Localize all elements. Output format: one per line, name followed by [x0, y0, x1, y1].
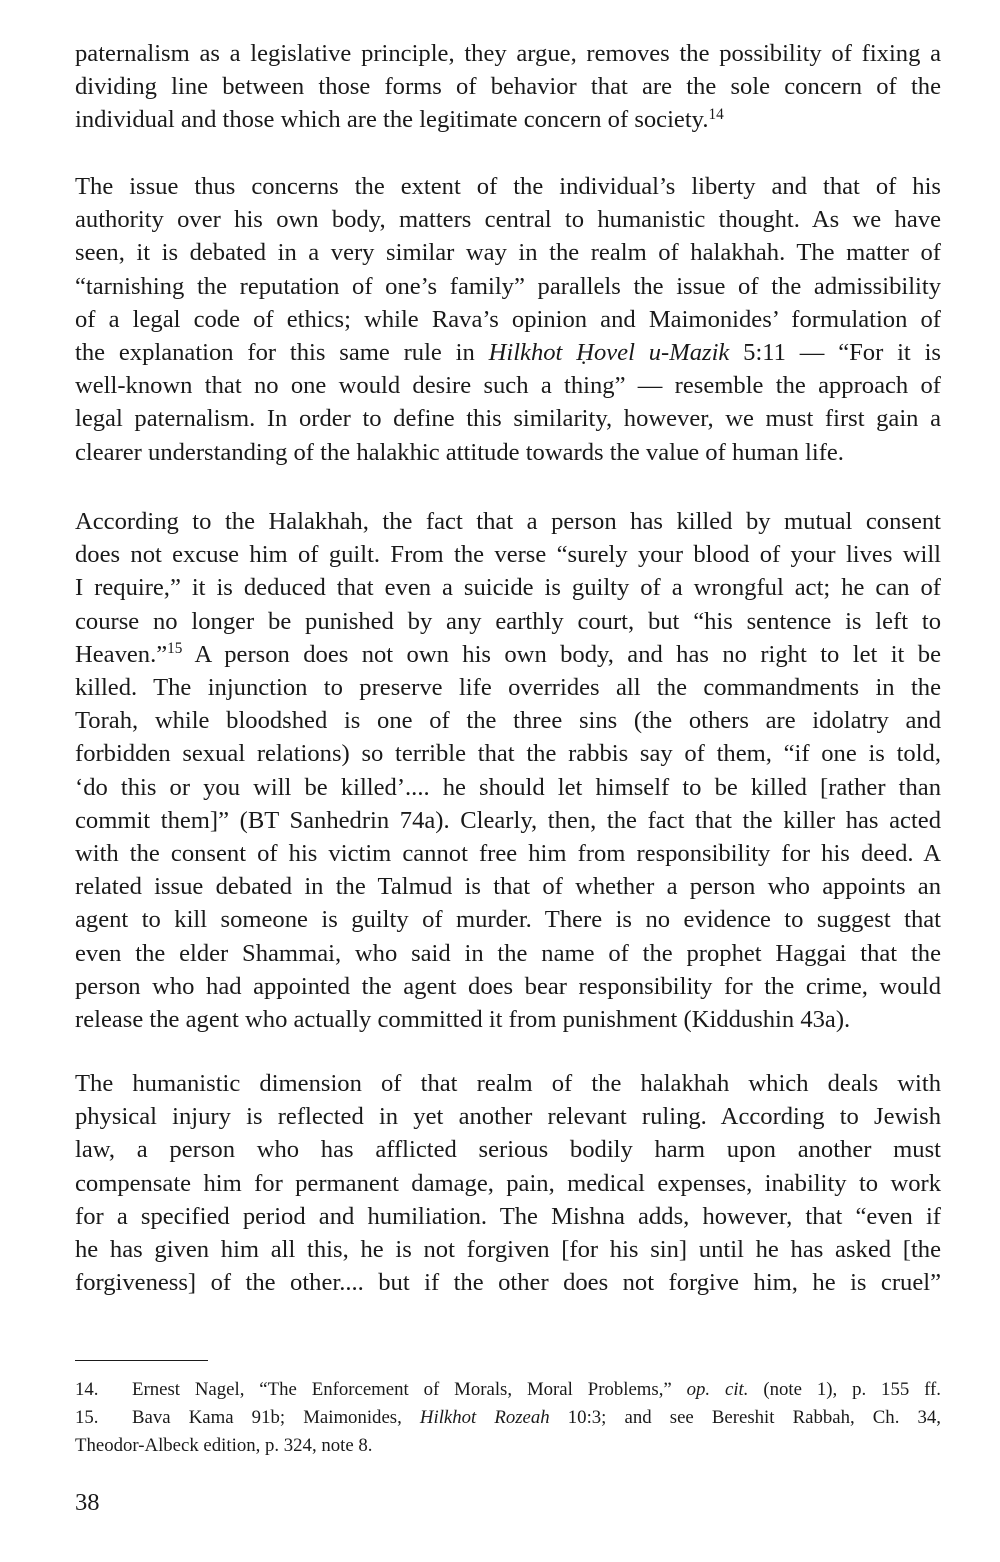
text-line: According to the Halakhah, the fact that a person has killed by mutual consent: [75, 508, 941, 535]
text-line: The humanistic dimension of that realm of the halakhah which deals with: [75, 1070, 941, 1097]
italic-title: Hilkhot Ḥovel u-Mazik: [488, 339, 730, 367]
text-line: Theodor-Albeck edition, p. 324, note 8.: [75, 1435, 373, 1456]
text-line: clearer understanding of the halakhic attitude towards the value of human life.: [75, 438, 844, 466]
text-line: course no longer be punished by any earthly court, but “his sentence is left to: [75, 607, 941, 635]
text-line: seen, it is debated in a very similar way in the realm of halakhah. The matter of: [75, 239, 941, 267]
text-line: with the consent of his victim cannot free him from responsibility for his deed. A: [75, 840, 941, 868]
text-line: paternalism as a legislative principle, they argue, removes the possibility of fixing a: [75, 40, 941, 67]
text-line: compensate him for permanent damage, pain, medical expenses, inability to work: [75, 1169, 941, 1197]
text-segment: 10:3; and see Bereshit Rabbah, Ch. 34,: [549, 1407, 941, 1428]
text-segment: Bava Kama 91b; Maimonides,: [132, 1407, 420, 1428]
text-segment: Heaven.”: [75, 640, 168, 668]
text-line: I require,” it is deduced that even a suicide is guilty of a wrongful act; he can of: [75, 574, 941, 602]
text-segment: A person does not own his own body, and has no right to let it be: [182, 640, 941, 668]
text-line: person who had appointed the agent does bear responsibility for the crime, would: [75, 972, 941, 1000]
text-line: [75, 103, 941, 136]
text-line: he has given him all this, he is not forgiven [for his sin] until he has asked [the: [75, 1236, 941, 1264]
text-line: for a specified period and humiliation. The Mishna adds, however, that “even if: [75, 1202, 941, 1230]
paragraph-humanistic: [75, 1067, 941, 1299]
footnote-separator: [75, 1360, 208, 1361]
text-line: forbidden sexual relations) so terrible that the rabbis say of them, “if one is told,: [75, 740, 941, 768]
text-line: [75, 1404, 941, 1432]
text-line: “tarnishing the reputation of one’s family” parallels the issue of the admissibility: [75, 272, 941, 300]
text-line: [75, 336, 941, 369]
text-line: commit them]” (BT Sanhedrin 74a). Clearly, then, the fact that the killer has acted: [75, 806, 941, 834]
text-line: The issue thus concerns the extent of the individual’s liberty and that of his: [75, 173, 941, 200]
text-line: killed. The injunction to preserve life overrides all the commandments in the: [75, 674, 941, 702]
page-number: 38: [75, 1489, 100, 1516]
text-line: dividing line between those forms of behavior that are the sole concern of the: [75, 73, 941, 101]
text-line: ‘do this or you will be killed’.... he should let himself to be killed [rather than: [75, 773, 941, 801]
text-segment: 5:11 — “For it is: [729, 339, 941, 367]
text-segment: the explanation for this same rule in: [75, 339, 489, 367]
text-line: related issue debated in the Talmud is that of whether a person who appoints an: [75, 873, 941, 901]
text-line: authority over his own body, matters central to humanistic thought. As we have: [75, 206, 941, 234]
text-line: release the agent who actually committed it from punishment (Kiddushin 43a).: [75, 1006, 851, 1034]
footnote-number: 14.: [75, 1379, 99, 1400]
text-line: forgiveness] of the other.... but if the other does not forgive him, he is cruel”: [75, 1269, 941, 1297]
footnote-number: 15.: [75, 1407, 99, 1428]
paragraph-halakhah: [75, 505, 941, 1036]
footnote-ref-14: 14: [708, 106, 724, 124]
italic-text: op. cit.: [686, 1379, 749, 1400]
text-segment: individual and those which are the legitimate concern of society.: [75, 106, 709, 134]
text-line: legal paternalism. In order to define this similarity, however, we must first gain a: [75, 405, 941, 433]
footnote-15: [75, 1404, 941, 1460]
text-line: of a legal code of ethics; while Rava’s opinion and Maimonides’ formulation of: [75, 305, 941, 333]
text-line: Torah, while bloodshed is one of the three sins (the others are idolatry and: [75, 707, 941, 735]
text-line: law, a person who has afflicted serious bodily harm upon another must: [75, 1136, 941, 1164]
text-line: physical injury is reflected in yet another relevant ruling. According to Jewish: [75, 1103, 941, 1131]
text-line: does not excuse him of guilt. From the verse “surely your blood of your lives will: [75, 541, 941, 569]
footnote-ref-15: 15: [167, 640, 183, 658]
text-line: agent to kill someone is guilty of murder. There is no evidence to suggest that: [75, 906, 941, 934]
footnote-14: [75, 1376, 941, 1404]
text-line: even the elder Shammai, who said in the name of the prophet Haggai that the: [75, 939, 941, 967]
text-segment: (note 1), p. 155 ff.: [748, 1379, 941, 1400]
text-segment: Ernest Nagel, “The Enforcement of Morals, Moral Problems,”: [132, 1379, 687, 1400]
text-line: well-known that no one would desire such a thing” — resemble the approach of: [75, 372, 941, 400]
text-line: [75, 1376, 941, 1404]
italic-title: Hilkhot Rozeah: [419, 1407, 550, 1428]
text-line: [75, 638, 941, 671]
paragraph-liberty: [75, 170, 941, 469]
paragraph-continuation: [75, 37, 941, 137]
